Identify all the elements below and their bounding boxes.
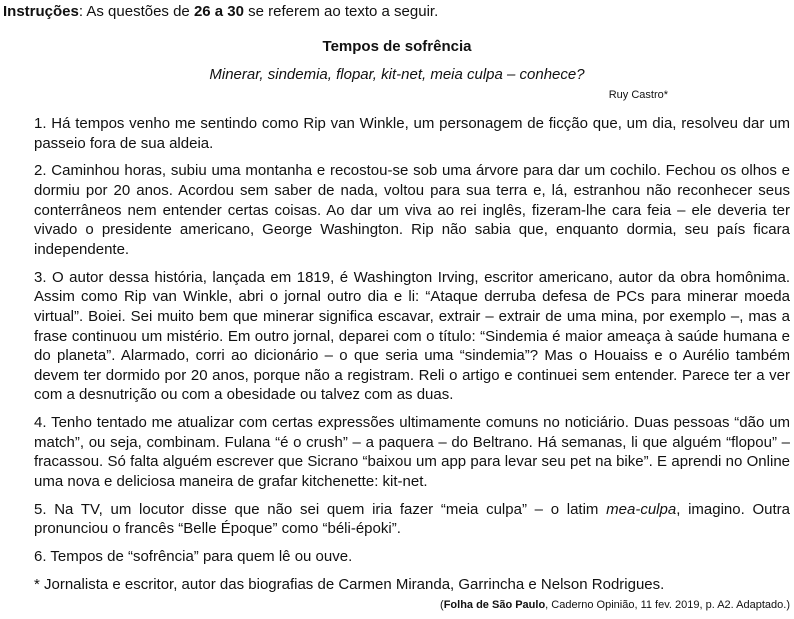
source-open: ( [440,599,444,611]
paragraph-4: 4. Tenho tentado me atualizar com certas expressões ultimamente comuns no noticiário. Duas pessoas “dão um match”, ou seja, combinam. Fulana “é o crush” – a paquera – do Beltrano. Há semanas, li que alguém “flopou” – fracassou. Só falta alguém escrever que Sicrano “baixou um app para levar seu pet na bike”. E aprendi no Online uma nova e deliciosa maneira de grafar kitchenette: kit-net. [34,414,790,490]
paragraph-2: 2. Caminhou horas, subiu uma montanha e recostou-se sob uma árvore para dar um cochilo. Fechou os olhos e dormiu por 20 anos. Acordou sem saber de nada, voltou para sua terra e, lá, estranhou não reconhecer seus conterrâneos nem entender certas coisas. Ao dar um viva ao rei inglês, fizeram-lhe cara feia – ele deveria ter vivado o presidente americano, George Washington. Rip não sabia que, enquanto dormia, seu país ficara independente. [34,162,790,258]
instructions-range: 26 a 30 [193,3,244,20]
paragraph-5-after: , imagino. Outra pronunciou o francês “Belle Époque” como “béli-époki”. [34,500,790,538]
source-name: Folha de São Paulo [443,599,546,611]
instructions-label: Instruções [3,3,79,20]
paragraph-6: 6. Tempos de “sofrência” para quem lê ou ouve. [34,548,353,566]
paragraph-5-italic: mea-culpa [606,500,677,518]
paragraph-5 [34,500,790,539]
article-body [34,114,790,603]
paragraph-1: 1. Há tempos venho me sentindo como Rip van Winkle, um personagem de ficção que, um dia, resolveu dar um passeio fora de sua aldeia. [34,115,790,152]
instructions-text-after: se referem ao texto a seguir. [243,3,439,20]
article-title: Tempos de sofrência [322,38,472,55]
footnote: * Jornalista e escritor, autor das biografias de Carmen Miranda, Garrincha e Nelson Rodrigues. [34,576,665,594]
source-rest: , Caderno Opinião, 11 fev. 2019, p. A2. Adaptado.) [545,599,790,611]
instructions-line [3,3,438,21]
instructions-text-before: : As questões de [78,3,194,20]
article-subtitle: Minerar, sindemia, flopar, kit-net, meia culpa – conhece? [209,66,585,83]
paragraph-5-before: 5. Na TV, um locutor disse que não sei quem iria fazer “meia culpa” – o latim [34,500,607,518]
article-author: Ruy Castro* [608,89,668,101]
source-citation [440,598,790,612]
paragraph-3: 3. O autor dessa história, lançada em 1819, é Washington Irving, escritor americano, autor da obra homônima. Assim como Rip van Winkle, abri o jornal outro dia e li: “Ataque derruba defesa de PCs para minerar moeda virtual”. Boiei. Sei muito bem que minerar significa escavar, extrair – extrair de uma mina, por exemplo –, mas a frase continuou um mistério. Em outro jornal, deparei com o título: “Sindemia é maior ameaça à saúde humana e do planeta”. Alarmado, corri ao dicionário – o que seria uma “sindemia”? Mas o Houaiss e o Aurélio também devem ter dormido por 20 anos, porque não a registram. Reli o artigo e continuei sem entender. Parece ter a ver com a desnutrição ou com a obesidade ou talvez com as duas. [34,268,790,404]
